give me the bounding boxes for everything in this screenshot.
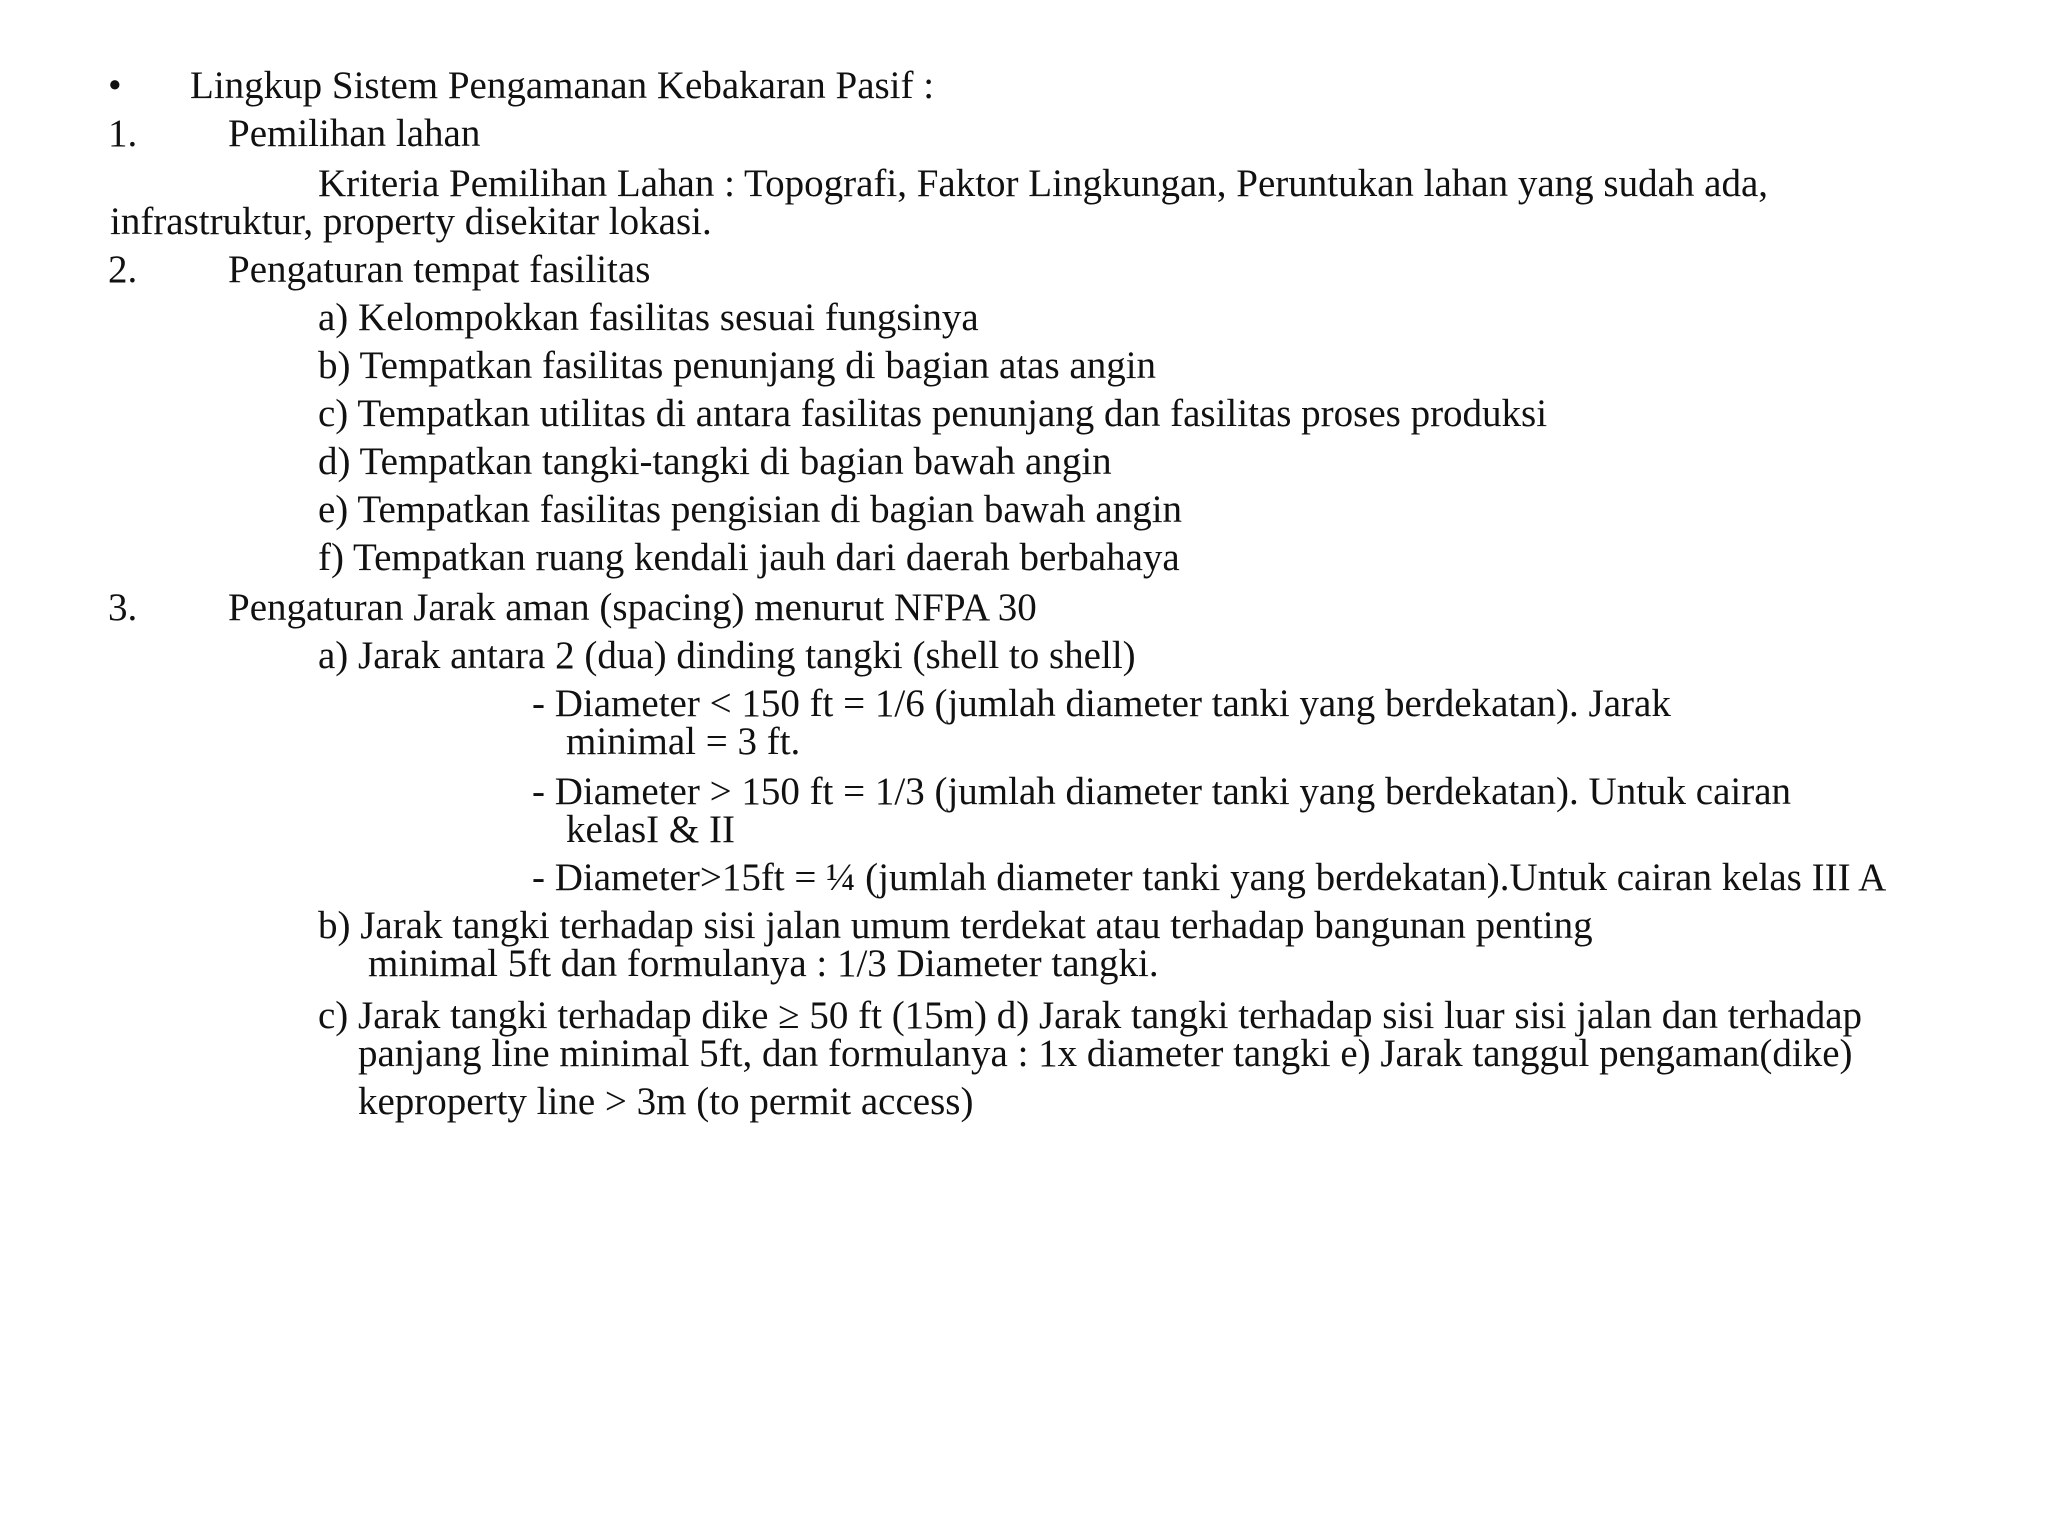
item-2-subitem-e: e) Tempatkan fasilitas pengisian di bagian bawah angin — [318, 488, 1183, 531]
item-3-number: 3. — [108, 586, 138, 629]
item-2-subitem-d: d) Tempatkan tangki-tangki di bagian bawah angin — [318, 440, 1112, 483]
item-3-c-line1: c) Jarak tangki terhadap dike ≥ 50 ft (15m) d) Jarak tangki terhadap sisi luar sisi jalan dan terhadap — [318, 994, 1863, 1037]
item-3-a-rule-3-line1: - Diameter>15ft = ¼ (jumlah diameter tanki yang berdekatan).Untuk cairan kelas III A — [532, 856, 1887, 899]
item-1-description-line1: Kriteria Pemilihan Lahan : Topografi, Faktor Lingkungan, Peruntukan lahan yang sudah ada, — [318, 162, 1769, 205]
item-3-a-rule-1-line2: minimal = 3 ft. — [566, 720, 801, 763]
item-1-number: 1. — [108, 112, 138, 155]
item-2-subitem-b: b) Tempatkan fasilitas penunjang di bagian atas angin — [318, 344, 1157, 387]
item-3-b-line2: minimal 5ft dan formulanya : 1/3 Diameter tangki. — [368, 942, 1159, 985]
item-2-subitem-f: f) Tempatkan ruang kendali jauh dari daerah berbahaya — [318, 536, 1180, 579]
item-3-c-line3: keproperty line > 3m (to permit access) — [358, 1080, 974, 1123]
heading-bullet: • — [108, 64, 122, 107]
item-2-number: 2. — [108, 248, 138, 291]
item-3-title: Pengaturan Jarak aman (spacing) menurut NFPA 30 — [228, 586, 1037, 629]
item-2-subitem-a: a) Kelompokkan fasilitas sesuai fungsinya — [318, 296, 979, 339]
item-2-subitem-c: c) Tempatkan utilitas di antara fasilitas penunjang dan fasilitas proses produksi — [318, 392, 1548, 435]
item-3-a-rule-2-line1: - Diameter > 150 ft = 1/3 (jumlah diameter tanki yang berdekatan). Untuk cairan — [532, 770, 1792, 813]
item-3-a-rule-1-line1: - Diameter < 150 ft = 1/6 (jumlah diameter tanki yang berdekatan). Jarak — [532, 682, 1671, 725]
item-1-title: Pemilihan lahan — [228, 112, 481, 155]
item-1-description-line2: infrastruktur, property disekitar lokasi. — [110, 200, 712, 243]
item-2-title: Pengaturan tempat fasilitas — [228, 248, 651, 291]
heading-text: Lingkup Sistem Pengamanan Kebakaran Pasif : — [190, 64, 935, 107]
item-3-a-rule-2-line2: kelasI & II — [566, 808, 735, 851]
item-3-c-line2: panjang line minimal 5ft, dan formulanya : 1x diameter tangki e) Jarak tanggul pengaman(dike) — [358, 1032, 1853, 1075]
item-3-b-line1: b) Jarak tangki terhadap sisi jalan umum terdekat atau terhadap bangunan penting — [318, 904, 1593, 947]
item-3-a-title: a) Jarak antara 2 (dua) dinding tangki (shell to shell) — [318, 634, 1136, 677]
